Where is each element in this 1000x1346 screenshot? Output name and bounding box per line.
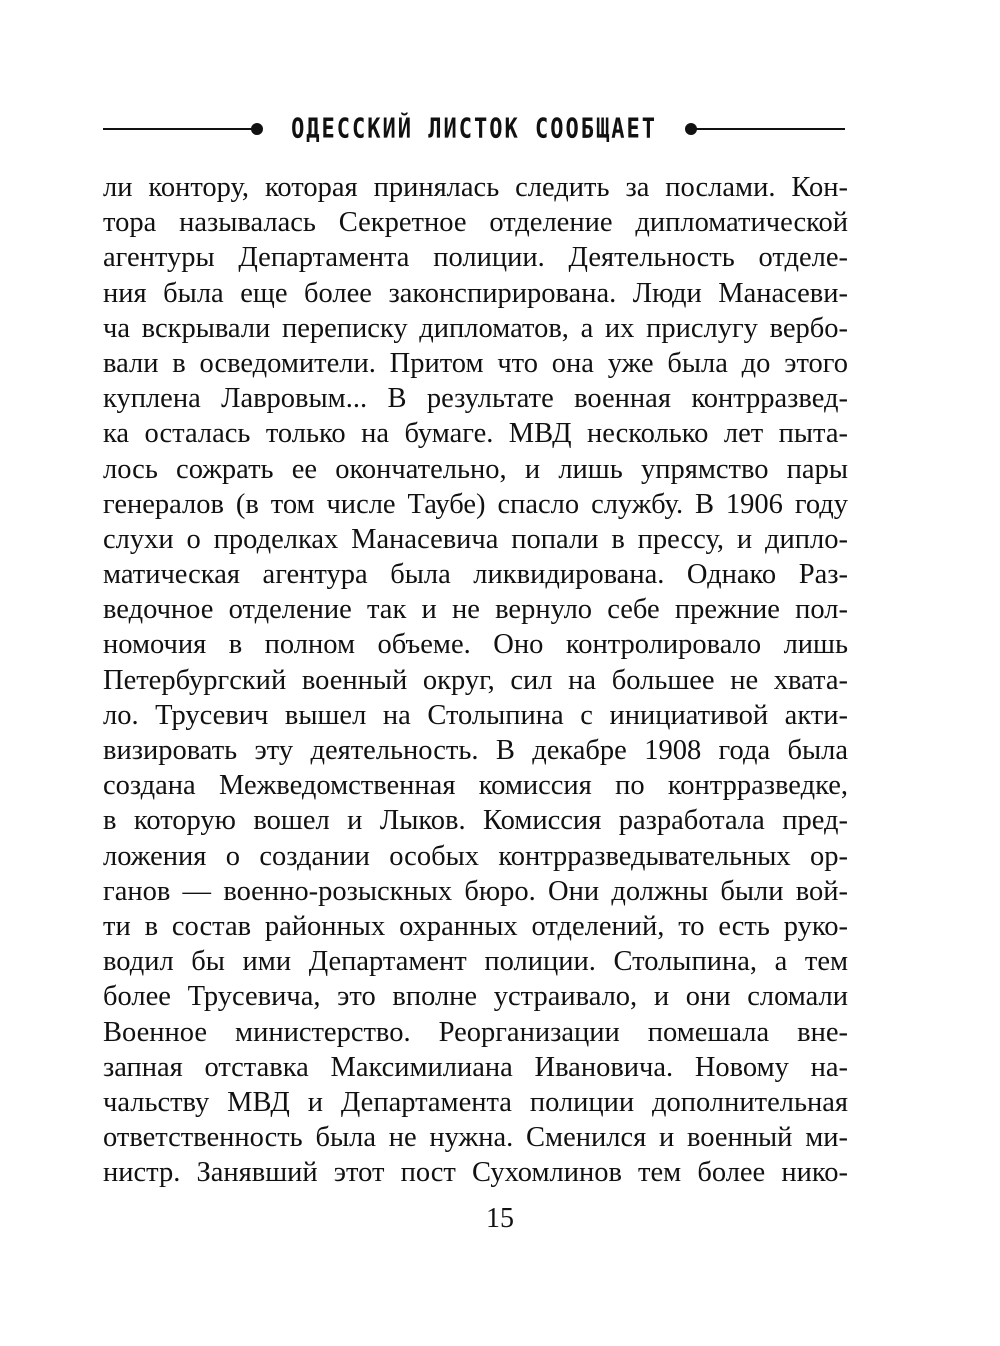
text-line: лось сожрать ее окончательно, и лишь упрямство пары	[103, 453, 848, 485]
text-line: генералов (в том числе Таубе) спасло службу. В 1906 году	[103, 488, 848, 520]
text-line: ча вскрывали переписку дипломатов, а их прислугу вербо-	[103, 312, 848, 344]
text-line: водил бы ими Департамент полиции. Столыпина, а тем	[103, 946, 848, 978]
text-line: тора называлась Секретное отделение дипломатической	[103, 207, 848, 239]
text-line: слухи о проделках Манасевича попали в прессу, и дипло-	[103, 523, 848, 555]
page-number: 15	[486, 1203, 514, 1234]
text-line: более Трусевича, это вполне устраивало, и они сломали	[103, 981, 848, 1013]
text-line: куплена Лавровым... В результате военная контрразвед-	[103, 383, 848, 415]
text-line: номочия в полном объеме. Оно контролировало лишь	[103, 629, 848, 661]
text-line: матическая агентура была ликвидирована. Однако Раз-	[103, 559, 848, 591]
text-line: ведочное отделение так и не вернуло себе прежние пол-	[103, 594, 848, 626]
text-line: визировать эту деятельность. В декабре 1908 года была	[103, 735, 848, 766]
header-left-rule	[103, 128, 261, 130]
text-line: чальству МВД и Департамента полиции дополнительная	[103, 1086, 848, 1118]
text-line: запная отставка Максимилиана Ивановича. Новому на-	[103, 1051, 848, 1083]
text-line: агентуры Департамента полиции. Деятельность отделе-	[103, 242, 848, 274]
text-line: ложения о создании особых контрразведывательных ор-	[103, 840, 848, 872]
text-line: ответственность была не нужна. Сменился и военный ми-	[103, 1122, 848, 1154]
text-line: ли контору, которая принялась следить за послами. Кон-	[103, 172, 848, 203]
text-line: ганов — военно-розыскных бюро. Они должны были вой-	[103, 875, 848, 907]
text-line: нистр. Занявший этот пост Сухомлинов тем более нико-	[103, 1157, 848, 1189]
text-line: в которую вошел и Лыков. Комиссия разработала пред-	[103, 805, 848, 837]
text-line: ти в состав районных охранных отделений, то есть руко-	[103, 910, 848, 942]
text-line: ния была еще более законспирирована. Люди Манасеви-	[103, 277, 848, 309]
header-title: ОДЕССКИЙ ЛИСТОК СООБЩАЕТ	[291, 113, 657, 145]
text-line: Военное министерство. Реорганизации помешала вне-	[103, 1016, 848, 1048]
text-line: Петербургский военный округ, сил на большее не хвата-	[103, 664, 848, 696]
running-header	[103, 113, 845, 145]
header-right-rule	[687, 128, 845, 130]
text-line: ка осталась только на бумаге. МВД несколько лет пыта-	[103, 418, 848, 450]
text-line: вали в осведомители. Притом что она уже была до этого	[103, 347, 848, 379]
body-text	[103, 170, 848, 1190]
text-line: ло. Трусевич вышел на Столыпина с инициативой акти-	[103, 699, 848, 731]
text-line: создана Межведомственная комиссия по контрразведке,	[103, 770, 848, 802]
